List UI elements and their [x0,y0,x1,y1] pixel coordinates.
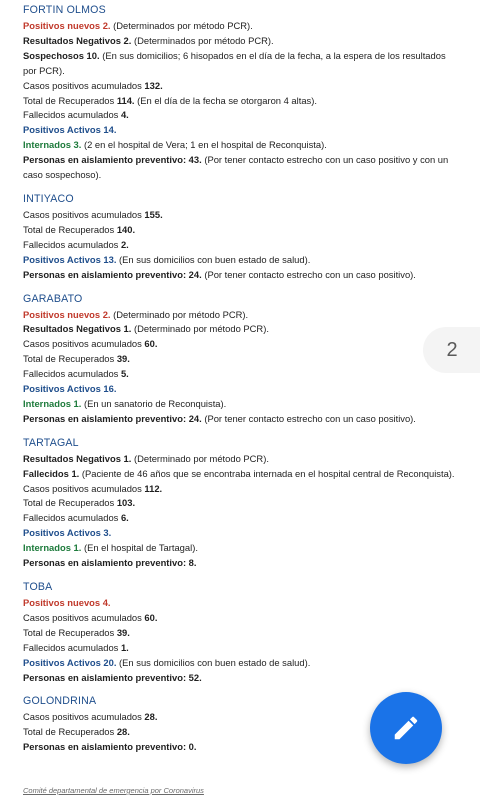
stat-line [23,79,480,94]
section-garabato [23,292,480,427]
stat-text: 1. [120,641,129,653]
section-fortin-olmos [23,3,480,183]
stat-line [23,19,480,34]
stat-line [23,412,480,427]
stat-text: Fallecidos acumulados [23,368,121,380]
stat-line [23,322,480,337]
stat-text: Total de Recuperados [23,497,117,509]
stat-text: Positivos Activos 14. [23,124,117,136]
stat-text: (En un sanatorio de Reconquista). [81,397,227,409]
stat-text: 155. [144,208,163,220]
stat-text: Resultados Negativos 1. [23,452,132,464]
stat-text: (Por tener contacto estrecho con un caso positivo y con un caso sospechoso). [23,154,449,181]
stat-text: (Determinados por método PCR). [110,20,253,31]
stat-text: 39. [116,353,130,365]
stat-line [23,496,480,511]
stat-text: (Por tener contacto estrecho con un caso positivo). [201,268,416,280]
stat-line [23,108,480,123]
stat-line [23,641,480,656]
stat-text: 6. [120,512,129,524]
stat-text: Resultados Negativos 1. [23,323,132,335]
edit-button[interactable] [370,692,442,764]
footer-caption: Comité departamental de emergencia por Coronavirus [23,786,204,795]
stat-line [23,238,480,253]
stat-line [23,34,480,49]
stat-text: (Determinado por método PCR). [131,452,269,464]
stat-text: Total de Recuperados [23,223,117,235]
stat-text: 114. [116,94,135,106]
stat-text: Fallecidos acumulados [23,641,121,653]
stat-line [23,94,480,109]
stat-text: Fallecidos acumulados [23,238,121,250]
section-title: FORTIN OLMOS [23,4,106,16]
stat-text: 39. [116,626,130,638]
stat-text: Internados 1. [23,397,82,409]
stat-text: Internados 3. [23,139,82,151]
stat-text: Personas en aislamiento preventivo: 8. [23,557,197,569]
stat-text: Casos positivos acumulados [23,482,145,494]
stat-line [23,123,480,138]
stat-line [23,382,480,397]
stat-line [23,223,480,238]
stat-text: (En sus domicilios con buen estado de salud). [116,253,311,265]
stat-text: Personas en aislamiento preventivo: 0. [23,741,197,753]
section-tartagal [23,436,480,571]
stat-text: 112. [144,482,163,494]
stat-text: Casos positivos acumulados [23,711,145,723]
section-toba [23,580,480,685]
stat-text: (Por tener contacto estrecho con un caso positivo). [201,412,416,424]
stat-text: Casos positivos acumulados [23,611,145,623]
section-title: TOBA [23,581,53,593]
stat-text: Casos positivos acumulados [23,208,145,220]
stat-text: Internados 1. [23,542,82,554]
stat-line [23,397,480,412]
stat-line [23,253,480,268]
stat-line [23,367,480,382]
stat-text: 103. [116,497,136,509]
stat-text: Sospechosos 10. [23,49,100,61]
stat-line [23,611,480,626]
stat-text: Personas en aislamiento preventivo: [23,412,189,424]
stat-text: Positivos Activos 3. [23,527,112,539]
stat-line [23,268,480,283]
stat-text: 132. [144,79,163,91]
stat-text: Positivos nuevos 2. [23,20,111,31]
stat-text: Positivos Activos 16. [23,383,117,395]
stat-text: (Determinado por método PCR). [131,323,269,335]
stat-text: (Determinados por método PCR). [131,34,274,46]
document-body [23,3,480,764]
section-title: GOLONDRINA [23,695,97,708]
stat-text: 60. [144,611,158,623]
stat-text: Fallecidos acumulados [23,109,121,121]
stat-text: (En el hospital de Tartagal). [81,542,198,554]
stat-text: Total de Recuperados [23,626,117,638]
stat-text: Positivos Activos 20. [23,656,117,668]
stat-text: Casos positivos acumulados [23,79,145,91]
stat-text: 140. [116,223,136,235]
stat-text: Casos positivos acumulados [23,338,145,350]
stat-line [23,308,480,323]
stat-text: Personas en aislamiento preventivo: 24. [23,268,202,280]
stat-text: 2. [120,238,129,250]
stat-line [23,208,480,223]
section-intiyaco [23,192,480,283]
stat-text: Total de Recuperados [23,353,117,365]
stat-line [23,526,480,541]
stat-text: Positivos nuevos 2. [23,308,111,320]
stat-text: (2 en el hospital de Vera; 1 en el hospital de Reconquista). [81,139,327,151]
stat-text: (En el día de la fecha se otorgaron 4 altas). [134,94,317,106]
stat-line [23,467,480,482]
section-title: TARTAGAL [23,436,79,449]
section-title: INTIYACO [23,192,74,205]
stat-text: Personas en aislamiento preventivo: 52. [23,671,202,683]
stat-text: (En sus domicilios con buen estado de salud). [116,656,311,668]
stat-text: Fallecidos acumulados [23,512,121,524]
stat-text: Total de Recuperados [23,726,117,738]
stat-text: Total de Recuperados [23,94,117,106]
stat-line [23,656,480,671]
stat-text: Resultados Negativos 2. [23,34,132,46]
stat-text: Personas en aislamiento preventivo: 43. [23,154,202,166]
stat-text: (Determinado por método PCR). [110,308,249,320]
stat-text: 24. [188,412,202,424]
stat-text: 28. [116,726,130,738]
section-title: GARABATO [23,292,83,305]
stat-line [23,153,480,183]
stat-line [23,541,480,556]
stat-line [23,626,480,641]
stat-text: (Paciente de 46 años que se encontraba internada en el hospital central de Reconquista). [79,467,455,479]
stat-line [23,352,480,367]
stat-text: Positivos Activos 13. [23,253,117,265]
stat-text: Positivos nuevos 4. [23,597,111,608]
stat-text: 4. [120,109,129,121]
pencil-icon [391,713,421,743]
stat-line [23,671,480,686]
stat-line [23,138,480,153]
page-number-badge [423,327,480,373]
stat-line [23,556,480,571]
stat-text: 5. [120,368,129,380]
stat-line [23,49,480,79]
stat-line [23,511,480,526]
stat-text: 28. [144,711,158,723]
page-number: 2 [446,338,458,361]
stat-line [23,337,480,352]
stat-text: Fallecidos 1. [23,467,80,479]
stat-text: 60. [144,338,158,350]
stat-line [23,452,480,467]
stat-line [23,596,480,611]
stat-line [23,482,480,497]
stat-text: (En sus domicilios; 6 hisopados en el día de la fecha, a la espera de los resultados por PCR). [23,49,446,76]
